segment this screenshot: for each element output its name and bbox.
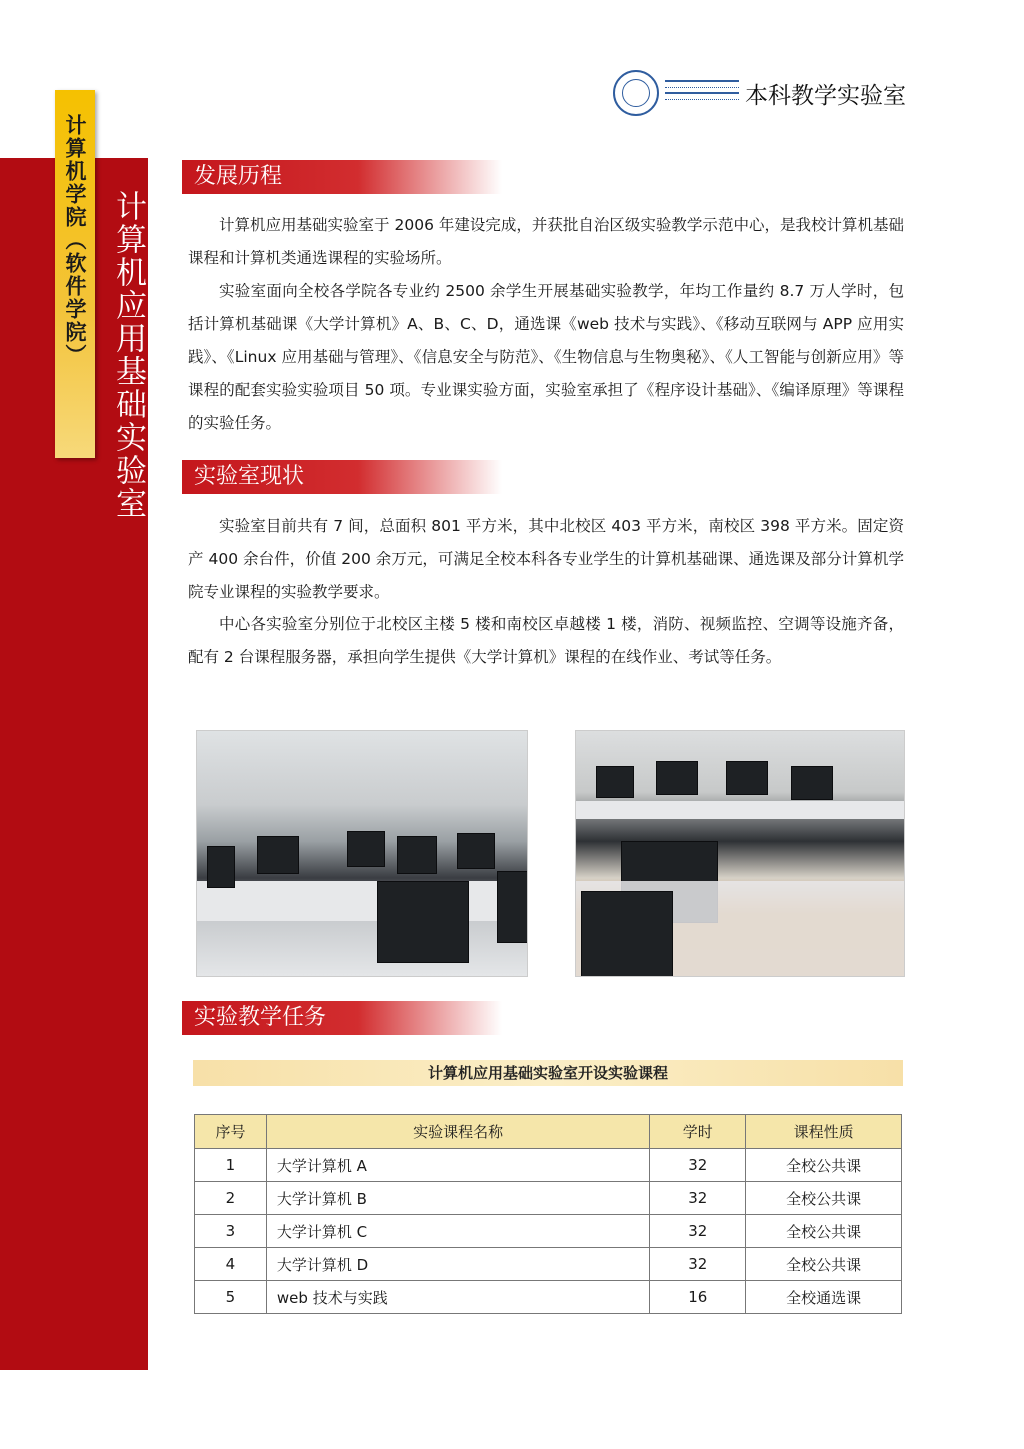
table-row: [195, 1215, 902, 1248]
history-paragraph-2: 实验室面向全校各学院各专业约 2500 余学生开展基础实验教学，年均工作量约 8.7 万人学时，包括计算机基础课《大学计算机》A、B、C、D，通选课《web 技术与实践》、《移动互联网与 APP 应用实践》、《Linux 应用基础与管理》、《信息安全与防范》、《生物信息与生物奥秘》、《人工智能与创新应用》等课程的配套实验实验项目 50 项。专业课实验方面，实验室承担了《程序设计基础》、《编译原理》等课程的实验任务。: [188, 282, 904, 432]
section-heading-text: 实验教学任务: [194, 1005, 327, 1030]
table-title: 计算机应用基础实验室开设实验课程: [427, 1064, 668, 1082]
section-heading-text: 发展历程: [194, 164, 283, 189]
college-name: 计算机学院（软件学院）: [63, 114, 87, 367]
cell-name: 大学计算机 A: [266, 1149, 649, 1182]
status-paragraph-2: 中心各实验室分别位于北校区主楼 5 楼和南校区卓越楼 1 楼，消防、视频监控、空调等设施齐备，配有 2 台课程服务器，承担向学生提供《大学计算机》课程的在线作业、考试等任务。: [188, 615, 904, 666]
table-row: [195, 1149, 902, 1182]
cell-name: web 技术与实践: [266, 1281, 649, 1314]
section-heading-history: [182, 160, 502, 194]
courses-table: [194, 1114, 902, 1314]
table-title-banner: [193, 1060, 903, 1086]
cell-name: 大学计算机 C: [266, 1215, 649, 1248]
cell-name: 大学计算机 B: [266, 1182, 649, 1215]
section-heading-text: 实验室现状: [194, 464, 305, 489]
cell-no: 2: [195, 1182, 267, 1215]
university-seal-icon: [613, 70, 659, 116]
cell-no: 4: [195, 1248, 267, 1281]
section-heading-tasks: [182, 1001, 502, 1035]
column-header: 序号: [195, 1115, 267, 1149]
cell-hours: 32: [650, 1182, 746, 1215]
history-paragraph-1: 计算机应用基础实验室于 2006 年建设完成，并获批自治区级实验教学示范中心，是我校计算机基础课程和计算机类通选课程的实验场所。: [188, 216, 904, 267]
table-row: [195, 1248, 902, 1281]
cell-hours: 16: [650, 1281, 746, 1314]
cell-hours: 32: [650, 1248, 746, 1281]
cell-type: 全校公共课: [746, 1248, 902, 1281]
column-header: 实验课程名称: [266, 1115, 649, 1149]
cell-no: 1: [195, 1149, 267, 1182]
cell-name: 大学计算机 D: [266, 1248, 649, 1281]
cell-type: 全校通选课: [746, 1281, 902, 1314]
cell-hours: 32: [650, 1215, 746, 1248]
section-heading-status: [182, 460, 502, 494]
table-header-row: [195, 1115, 902, 1149]
header-title: 本科教学实验室: [745, 82, 906, 109]
cell-no: 3: [195, 1215, 267, 1248]
page-header: [613, 70, 906, 116]
lab-title-vertical: 计算机应用基础实验室: [110, 190, 146, 520]
lab-photo-1: [196, 730, 528, 977]
college-tab: [55, 90, 95, 458]
cell-type: 全校公共课: [746, 1182, 902, 1215]
column-header: 课程性质: [746, 1115, 902, 1149]
cell-type: 全校公共课: [746, 1149, 902, 1182]
cell-no: 5: [195, 1281, 267, 1314]
table-row: [195, 1281, 902, 1314]
status-paragraph-1: 实验室目前共有 7 间，总面积 801 平方米，其中北校区 403 平方米，南校区 398 平方米。固定资产 400 余台件，价值 200 余万元，可满足全校本科各专业学生的计算机基础课、通选课及部分计算机学院专业课程的实验教学要求。: [188, 517, 904, 601]
column-header: 学时: [650, 1115, 746, 1149]
lab-photo-2: [575, 730, 905, 977]
table-row: [195, 1182, 902, 1215]
cell-type: 全校公共课: [746, 1215, 902, 1248]
cell-hours: 32: [650, 1149, 746, 1182]
university-logotype: [665, 78, 739, 109]
